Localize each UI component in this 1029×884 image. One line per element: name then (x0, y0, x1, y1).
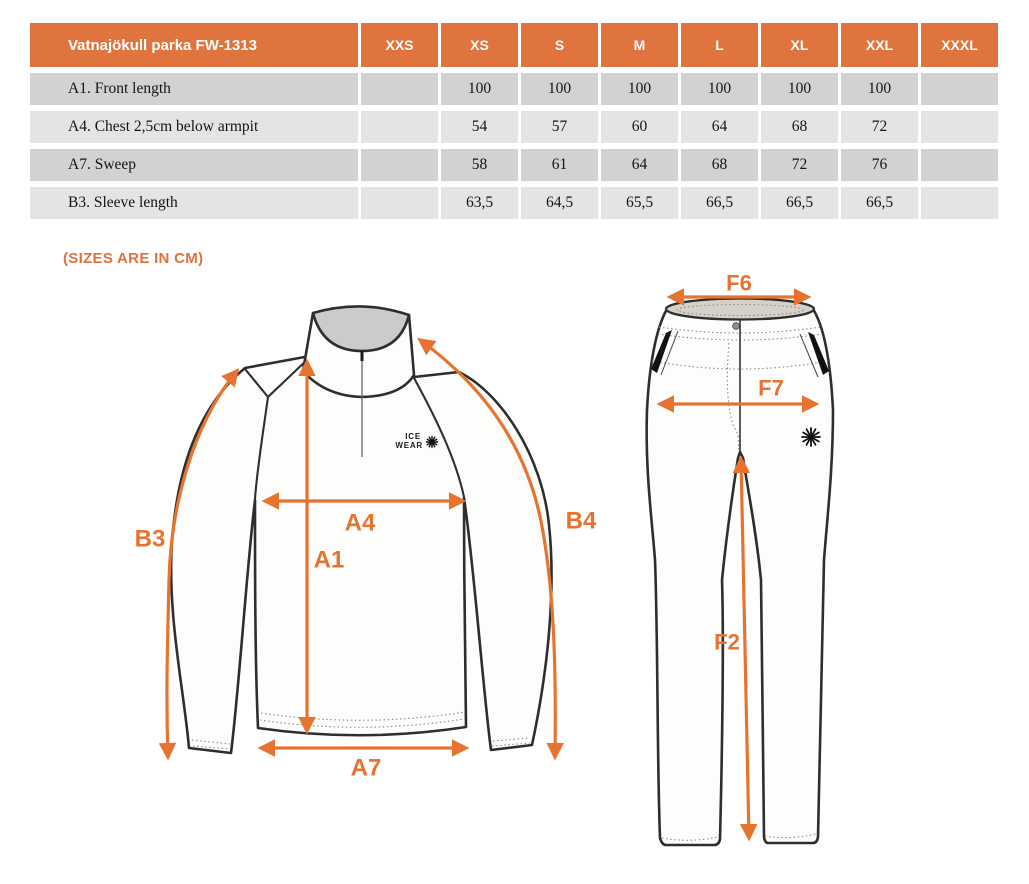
size-cell: 100 (761, 73, 838, 105)
product-title: Vatnajökull parka FW-1313 (30, 23, 358, 67)
b3-label: B3 (134, 525, 166, 553)
size-cell: 100 (681, 73, 758, 105)
row-label: A4. Chest 2,5cm below armpit (30, 111, 358, 143)
size-cell: 64 (601, 149, 678, 181)
size-col-xs: XS (441, 23, 518, 67)
size-col-xxl: XXL (841, 23, 918, 67)
size-col-xl: XL (761, 23, 838, 67)
f6-label: F6 (726, 270, 752, 296)
pants-drawing (647, 271, 833, 846)
size-col-m: M (601, 23, 678, 67)
a1-label: A1 (313, 546, 345, 574)
size-cell: 100 (441, 73, 518, 105)
size-cell: 54 (441, 111, 518, 143)
size-cell: 58 (441, 149, 518, 181)
size-cell (921, 111, 998, 143)
size-cell (921, 73, 998, 105)
size-cell: 100 (521, 73, 598, 105)
a4-label: A4 (344, 509, 376, 537)
brand-logo-line2: WEAR (395, 441, 423, 450)
size-cell (921, 187, 998, 219)
size-cell: 100 (841, 73, 918, 105)
size-cell: 64 (681, 111, 758, 143)
size-col-xxxl: XXXL (921, 23, 998, 67)
size-cell: 72 (761, 149, 838, 181)
size-cell: 65,5 (601, 187, 678, 219)
jacket-drawing (135, 306, 597, 781)
size-cell: 68 (761, 111, 838, 143)
f2-measure-arrow (741, 459, 749, 838)
size-col-s: S (521, 23, 598, 67)
table-row-sweep (30, 149, 998, 181)
size-cell: 66,5 (841, 187, 918, 219)
size-cell: 66,5 (761, 187, 838, 219)
size-cell: 100 (601, 73, 678, 105)
size-cell: 68 (681, 149, 758, 181)
size-cell (361, 187, 438, 219)
f7-label: F7 (758, 375, 784, 401)
size-cell: 57 (521, 111, 598, 143)
b4-label: B4 (565, 507, 597, 535)
table-row-sleeve-length (30, 187, 998, 219)
sizes-unit-note: (SIZES ARE IN CM) (63, 250, 204, 267)
waist-button (733, 323, 740, 330)
row-label: B3. Sleeve length (30, 187, 358, 219)
size-col-xxs: XXS (361, 23, 438, 67)
size-cell (921, 149, 998, 181)
row-label: A1. Front length (30, 73, 358, 105)
table-header-row (30, 23, 998, 67)
table-row-front-length (30, 73, 998, 105)
size-cell (361, 73, 438, 105)
size-cell: 60 (601, 111, 678, 143)
f2-label: F2 (714, 629, 740, 655)
size-cell (361, 149, 438, 181)
a7-label: A7 (350, 754, 382, 782)
table-row-chest (30, 111, 998, 143)
row-label: A7. Sweep (30, 149, 358, 181)
size-cell: 66,5 (681, 187, 758, 219)
waistband-interior (666, 299, 814, 320)
size-cell: 64,5 (521, 187, 598, 219)
size-cell: 61 (521, 149, 598, 181)
brand-logo-line1: ICE (405, 432, 421, 441)
size-table (27, 17, 1001, 225)
measurement-diagram (0, 260, 1029, 884)
size-cell: 72 (841, 111, 918, 143)
size-cell: 63,5 (441, 187, 518, 219)
size-cell: 76 (841, 149, 918, 181)
size-cell (361, 111, 438, 143)
size-col-l: L (681, 23, 758, 67)
